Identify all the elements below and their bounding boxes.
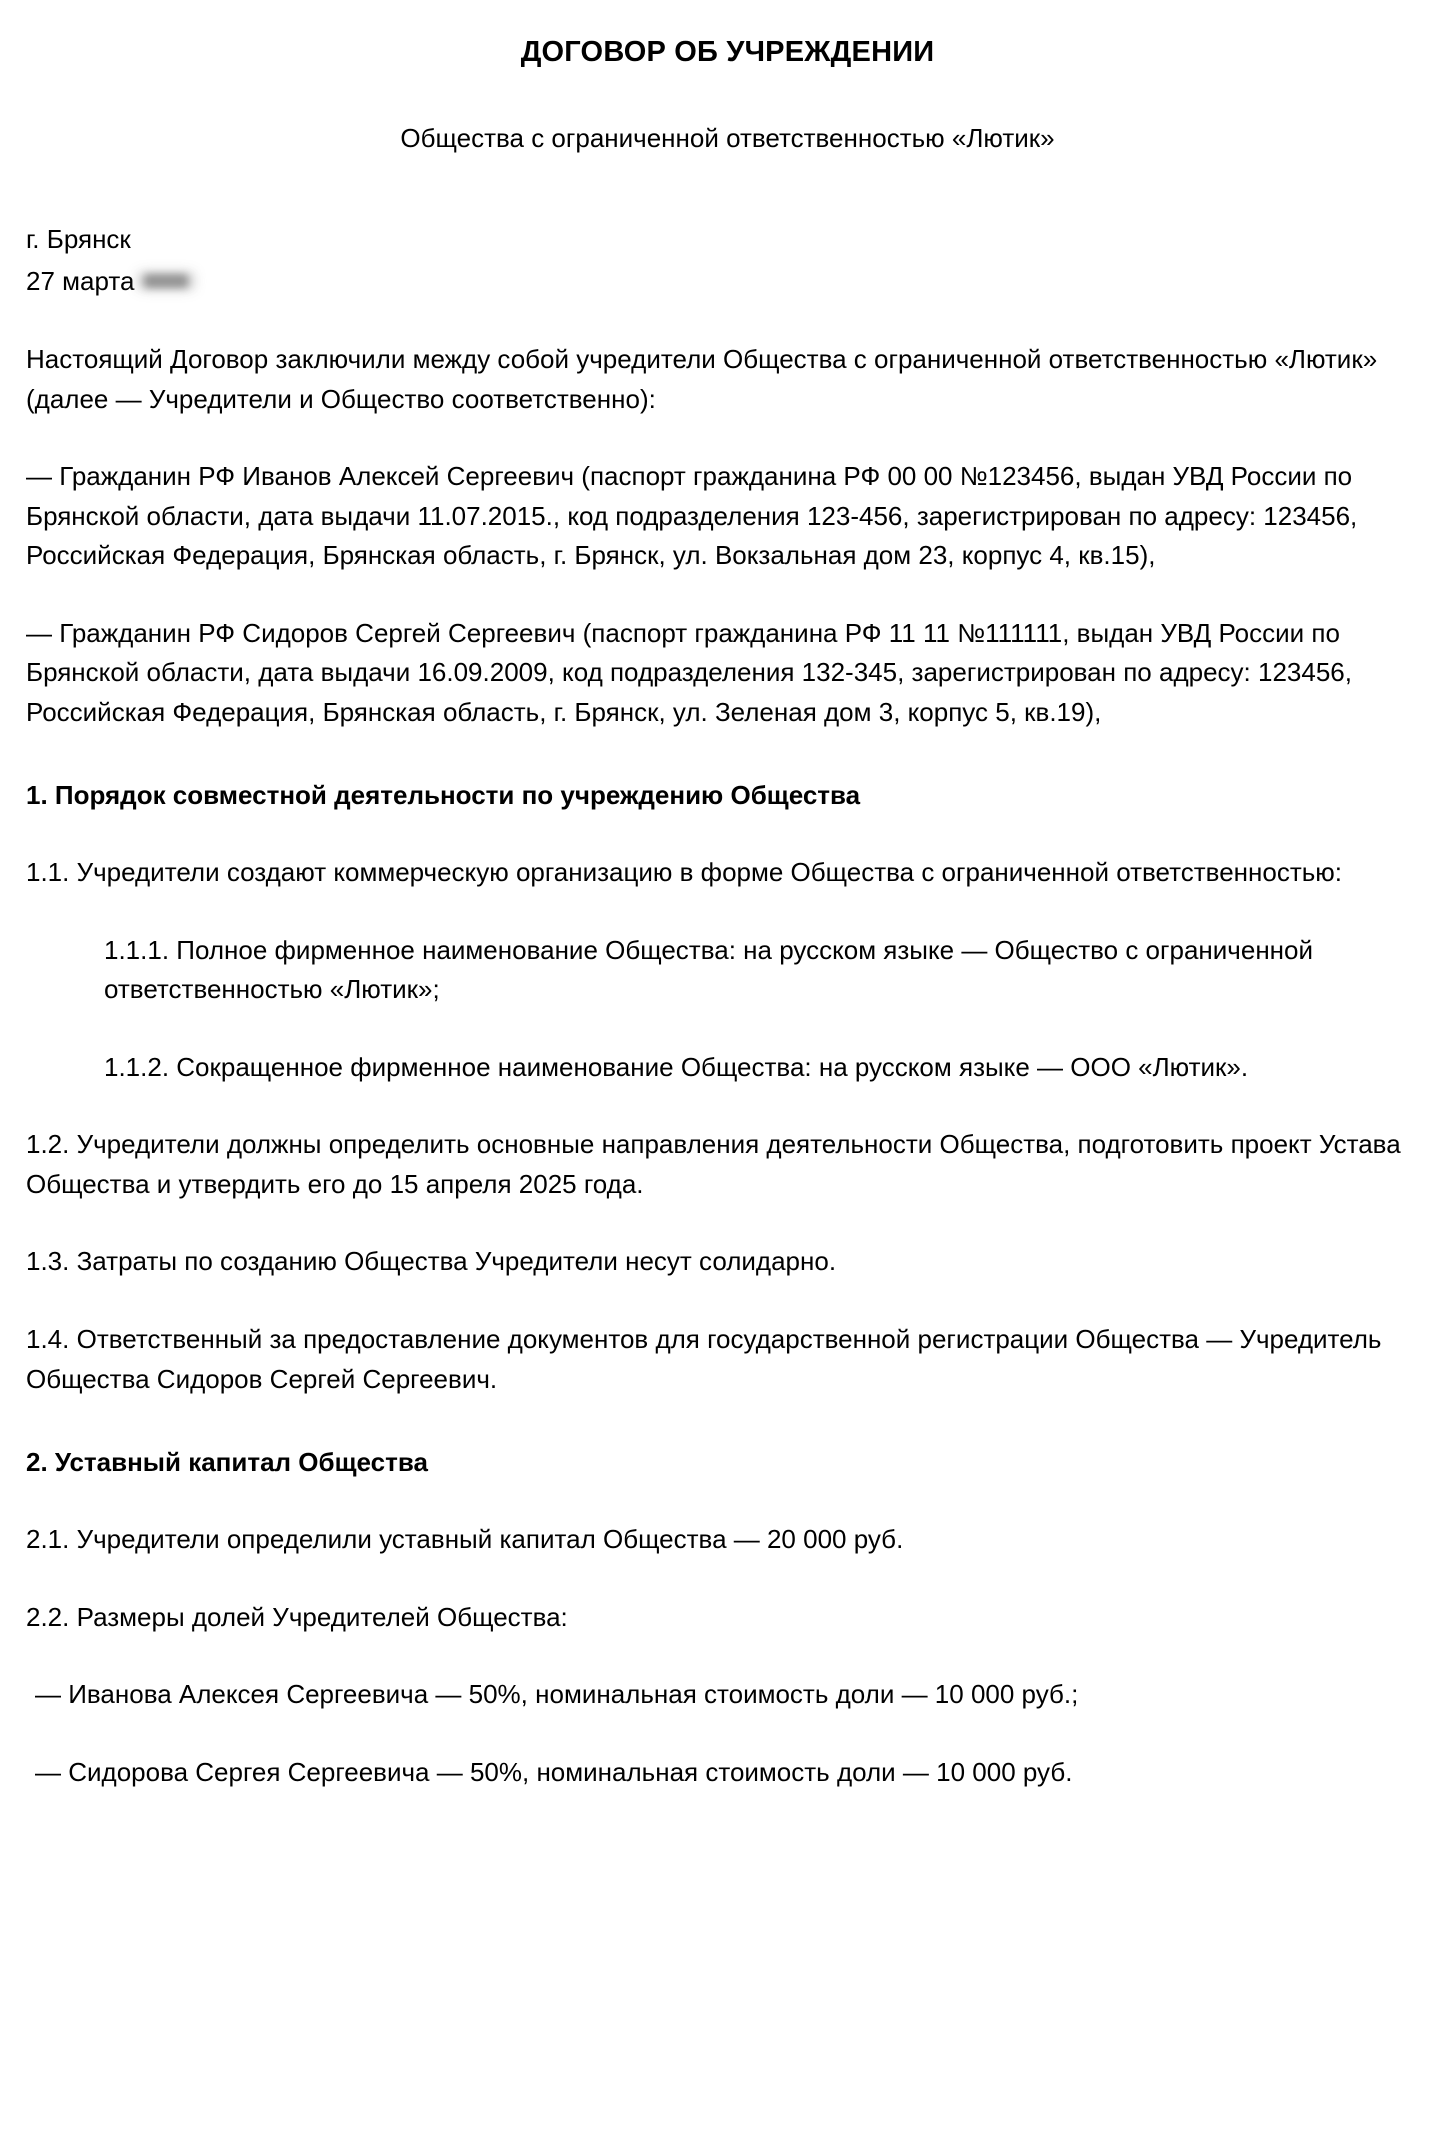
date-prefix: 27 марта xyxy=(26,266,135,297)
clause-1-4: 1.4. Ответственный за предоставление документов для государственной регистрации Общества — Учредитель Общества Сидоров Сергей Сергеевич. xyxy=(26,1324,1382,1394)
founder-paragraph-1: — Гражданин РФ Иванов Алексей Сергеевич (паспорт гражданина РФ 00 00 №123456, выдан УВД России по Брянской области, дата выдачи 11.07.2015., код подразделения 123-456, зарегистрирован по адресу: 123456, Российская Федерация, Брянская область, г. Брянск, ул. Вокзальная дом 23, корпус 4, кв.15), xyxy=(26,461,1358,571)
document-subtitle: Общества с ограниченной ответственностью «Лютик» xyxy=(400,123,1055,154)
clause-1-2: 1.2. Учредители должны определить основные направления деятельности Общества, подготовить проект Устава Общества и утвердить его до 15 апреля 2025 года. xyxy=(26,1129,1401,1199)
share-line-2: — Сидорова Сергея Сергеевича — 50%, номинальная стоимость доли — 10 000 руб. xyxy=(35,1756,1073,1787)
clause-1-3: 1.3. Затраты по созданию Общества Учредители несут солидарно. xyxy=(26,1246,837,1277)
redacted-year-blur xyxy=(135,268,197,294)
section-1-heading: 1. Порядок совместной деятельности по учреждению Общества xyxy=(26,780,861,811)
clause-2-2: 2.2. Размеры долей Учредителей Общества: xyxy=(26,1601,568,1632)
page-title: ДОГОВОР ОБ УЧРЕЖДЕНИИ xyxy=(520,36,935,68)
clause-2-1: 2.1. Учредители определили уставный капитал Общества — 20 000 руб. xyxy=(26,1524,904,1555)
date-line xyxy=(26,260,1429,302)
place-line: г. Брянск xyxy=(26,224,131,255)
clause-1-1-2: 1.1.2. Сокращенное фирменное наименование Общества: на русском языке — ООО «Лютик». xyxy=(104,1051,1249,1082)
clause-1-1-1: 1.1.1. Полное фирменное наименование Общества: на русском языке — Общество с ограниченной ответственностью «Лютик»; xyxy=(104,934,1314,1005)
preamble-paragraph: Настоящий Договор заключили между собой учредители Общества с ограниченной ответственностью «Лютик» (далее — Учредители и Общество соответственно): xyxy=(26,344,1378,414)
founder-paragraph-2: — Гражданин РФ Сидоров Сергей Сергеевич (паспорт гражданина РФ 11 11 №111111, выдан УВД России по Брянской области, дата выдачи 16.09.2009, код подразделения 132-345, зарегистрирован по адресу: 123456, Российская Федерация, Брянская область, г. Брянск, ул. Зеленая дом 3, корпус 5, кв.19), xyxy=(26,617,1352,727)
share-line-1: — Иванова Алексея Сергеевича — 50%, номинальная стоимость доли — 10 000 руб.; xyxy=(35,1679,1079,1710)
blur-patch-core xyxy=(145,275,187,287)
section-2-heading: 2. Уставный капитал Общества xyxy=(26,1447,428,1478)
clause-1-1: 1.1. Учредители создают коммерческую организацию в форме Общества с ограниченной ответственностью: xyxy=(26,857,1343,888)
document-meta xyxy=(26,156,1429,302)
